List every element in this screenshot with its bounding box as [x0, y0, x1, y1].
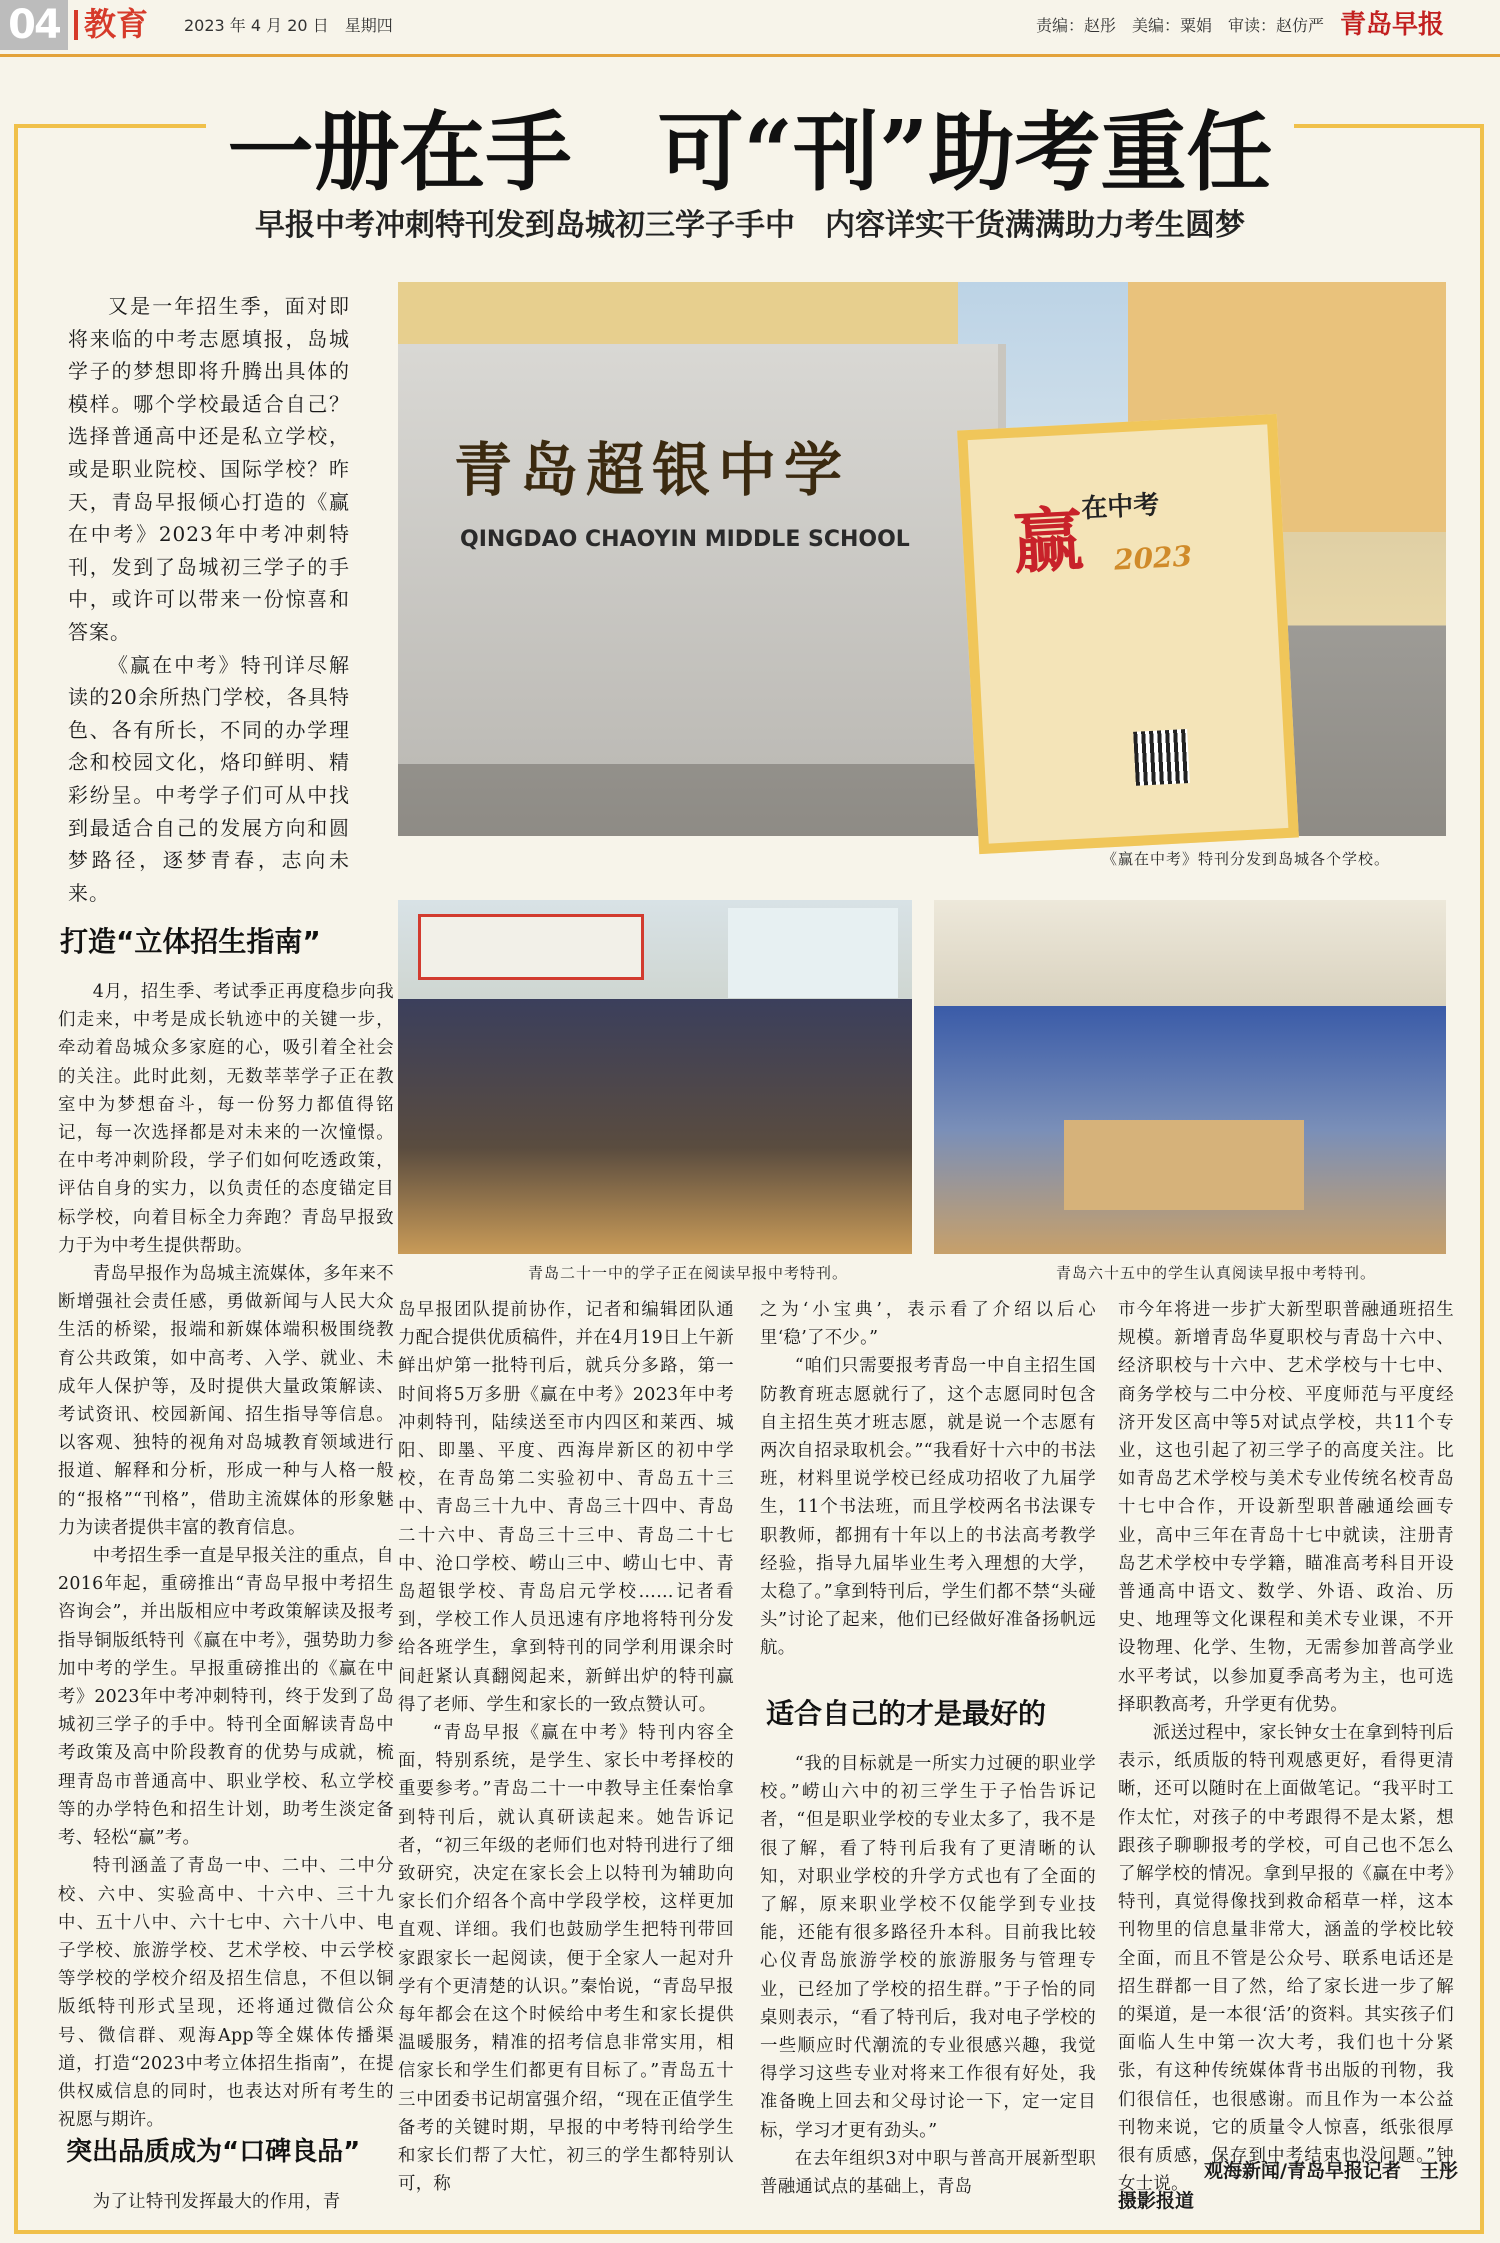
magazine-label: 在中考 — [1080, 490, 1161, 525]
magazine-cover — [957, 414, 1299, 854]
school-sign-wall — [398, 344, 1006, 764]
subheading-guide: 打造“立体招生指南” — [60, 925, 321, 958]
newspaper-brand: 青岛早报 — [1340, 10, 1445, 40]
classroom-photo-65 — [934, 900, 1446, 1254]
column-2 — [398, 1296, 734, 2220]
classroom-photo-21 — [398, 900, 912, 1254]
column-paragraph: 特刊涵盖了青岛一中、二中、二中分校、六中、实验高中、十六中、三十九中、五十八中、六十七中、六十八中、电子学校、旅游学校、艺术学校、中云学校等学校的学校介绍及招生信息，不但以铜版纸特刊形式呈现，还将通过微信公众号、微信群、观海App等全媒体传播渠道，打造“2023中考立体招生指南”，在提供权威信息的同时，也表达对所有考生的祝愿与期许。 — [58, 1856, 394, 2131]
column-1 — [58, 978, 394, 2131]
column-paragraph: 青岛早报作为岛城主流媒体，多年来不断增强社会责任感，勇做新闻与人民大众生活的桥梁，报端和新媒体端积极围绕教育公共政策，如中高考、入学、就业、未成年人保护等，及时提供大量政策解读、考试资讯、校园新闻、招生指导等信息。以客观、独特的视角对岛城教育领域进行报道、解释和分析，形成一种与人格一般的“报格”“刊格”，借助主流媒体的形象魅力为读者提供丰富的教育信息。 — [58, 1264, 394, 1538]
qr-code — [1133, 729, 1190, 786]
subheading-quality: 突出品质成为“口碑良品” — [66, 2137, 361, 2167]
column-3b — [760, 1750, 1096, 2220]
header-rule — [0, 54, 1500, 57]
headline-text: 一册在手 可“刊”助考重任 — [206, 102, 1295, 203]
column-1-tail — [58, 2188, 394, 2218]
column-paragraph: 岛早报团队提前协作，记者和编辑团队通力配合提供优质稿件，并在4月19日上午新鲜出炉第一批特刊后，就兵分多路，第一时间将5万多册《赢在中考》2023年中考冲刺特刊，陆续送至市内四区和莱西、城阳、即墨、平度、西海岸新区的初中学校，在青岛第二实验初中、青岛五十三中、青岛三十九中、青岛三十四中、青岛二十六中、青岛三十三中、青岛二十七中、沧口学校、崂山三中、崂山七中、青岛超银学校、青岛启元学校……记者看到，学校工作人员迅速有序地将特刊分发给各班学生，拿到特刊的同学利用课余时间赶紧认真翻阅起来，新鲜出炉的特刊赢得了老师、学生和家长的一致点赞认可。 — [398, 1300, 734, 1715]
column-paragraph: “青岛早报《赢在中考》特刊内容全面，特别系统，是学生、家长中考择校的重要参考。”青岛二十一中教导主任秦怡拿到特刊后，就认真研读起来。她告诉记者，“初三年级的老师们也对特刊进行了细致研究，决定在家长会上以特刊为辅助向家长们介绍各个高中学段学校，这样更加直观、详细。我们也鼓励学生把特刊带回家跟家长一起阅读，便于全家人一起对升学有个更清楚的认识。”秦怡说，“青岛早报每年都会在这个时候给中考生和家长提供温暖服务，精准的招考信息非常实用，相信家长和学生们都更有目标了。”青岛五十三中团委书记胡富强介绍，“现在正值学生备考的关键时期，早报的中考特刊给学生和家长们帮了大忙，初三的学生都特别认可，称 — [398, 1723, 734, 2195]
column-paragraph: 派送过程中，家长钟女士在拿到特刊后表示，纸质版的特刊观感更好，看得更清晰，还可以随时在上面做笔记。“我平时工作太忙，对孩子的中考跟得不是太紧，想跟孩子聊聊报考的学校，可自己也不怎么了解学校的情况。拿到早报的《赢在中考》特刊，真觉得像找到救命稻草一样，这本刊物里的信息量非常大，涵盖的学校比较全面，而且不管是公众号、联系电话还是招生群都一目了然，给了家长进一步了解的渠道，是一本很‘活’的资料。其实孩子们面临人生中第一次大考，我们也十分紧张，有这种传统媒体背书出版的刊物，我们很信任，也很感谢。而且作为一本公益刊物来说，它的质量令人惊喜，纸张很厚很有质感，保存到中考结束也没问题。”钟女士说。 — [1118, 1723, 1454, 2195]
classroom-board — [418, 914, 644, 980]
right-photo-caption: 青岛六十五中的学生认真阅读早报中考特刊。 — [1056, 1264, 1377, 1282]
column-3 — [760, 1296, 1096, 1678]
column-paragraph: 为了让特刊发挥最大的作用，青 — [92, 2192, 341, 2212]
issue-date: 2023 年 4 月 20 日 星期四 — [184, 16, 393, 35]
magazine-year: 2023 — [1113, 539, 1193, 577]
intro-text — [68, 290, 350, 909]
school-sign-text: 青岛超银中学 — [454, 436, 851, 504]
column-paragraph: “咱们只需要报考青岛一中自主招生国防教育班志愿就行了，这个志愿同时包含自主招生英才班志愿，就是说一个志愿有两次自招录取机会。”“我看好十六中的书法班，材料里说学校已经成功招收了九届学生，11个书法班，而且学校两名书法课专职教师，都拥有十年以上的书法高考教学经验，指导九届毕业生考入理想的大学，太稳了。”拿到特刊后，学生们都不禁“头碰头”讨论了起来，他们已经做好准备扬帆远航。 — [760, 1356, 1096, 1659]
main-photo — [398, 282, 1446, 836]
main-photo-caption: 《赢在中考》特刊分发到岛城各个学校。 — [1102, 850, 1391, 868]
column-paragraph: 市今年将进一步扩大新型职普融通班招生规模。新增青岛华夏职校与青岛十六中、经济职校与十六中、艺术学校与十七中、商务学校与二中分校、平度师范与平度经济开发区高中等5对试点学校，共11个专业，这也引起了初三学子的高度关注。比如青岛艺术学校与美术专业传统名校青岛十七中合作，开设新型职普融通绘画专业，高中三年在青岛十七中就读，注册青岛艺术学校中专学籍，瞄准高考科目开设普通高中语文、数学、外语、政治、历史、地理等文化课程和美术专业课，不开设物理、化学、生物，无需参加普高学业水平考试，以参加夏季高考为主，也可选择职教高考，升学更有优势。 — [1118, 1300, 1454, 1715]
intro-paragraph: 又是一年招生季，面对即将来临的中考志愿填报，岛城学子的梦想即将升腾出具体的模样。哪个学校最适合自己？选择普通高中还是私立学校，或是职业院校、国际学校？昨天，青岛早报倾心打造的《赢在中考》2023年中考冲刺特刊，发到了岛城初三学子的手中，或许可以带来一份惊喜和答案。 — [68, 294, 350, 644]
section-divider — [74, 10, 78, 40]
school-sign-english: QINGDAO CHAOYIN MIDDLE SCHOOL — [460, 527, 910, 552]
magazine-title-char: 赢 — [1010, 497, 1086, 584]
classroom-window — [728, 908, 898, 998]
byline-reporter: 观海新闻/青岛早报记者 王彤 — [1204, 2160, 1458, 2182]
column-paragraph: 之为‘小宝典’，表示看了介绍以后心里‘稳’了不少。” — [760, 1300, 1096, 1349]
column-paragraph: 4月，招生季、考试季正再度稳步向我们走来，中考是成长轨迹中的关键一步，牵动着岛城众多家庭的心，吸引着全社会的关注。此时此刻，无数莘莘学子正在教室中为梦想奋斗，每一份努力都值得铭记，每一次选择都是对未来的一次憧憬。在中考冲刺阶段，学子们如何吃透政策，评估自身的实力，以负责任的态度锚定目标学校，向着目标全力奔跑？青岛早报致力于为中考生提供帮助。 — [58, 982, 394, 1256]
column-paragraph: 中考招生季一直是早报关注的重点，自2016年起，重磅推出“青岛早报中考招生咨询会”，并出版相应中考政策解读及报考指导铜版纸特刊《赢在中考》，强势助力参加中考的学生。早报重磅推出的《赢在中考》2023年中考冲刺特刊，终于发到了岛城初三学子的手中。特刊全面解读青岛中考政策及高中阶段教育的优势与成就，梳理青岛市普通高中、职业学校、私立学校等的办学特色和招生计划，助考生淡定备考、轻松“赢”考。 — [58, 1546, 394, 1849]
headline — [0, 98, 1500, 208]
left-photo-caption: 青岛二十一中的学子正在阅读早报中考特刊。 — [528, 1264, 849, 1282]
page-number: 04 — [0, 0, 68, 50]
classroom-desk — [1064, 1120, 1304, 1210]
subheadline: 早报中考冲刺特刊发到岛城初三学子手中 内容详实干货满满助力考生圆梦 — [255, 208, 1245, 243]
intro-paragraph: 《赢在中考》特刊详尽解读的20余所热门学校，各具特色、各有所长，不同的办学理念和校园文化，烙印鲜明、精彩纷呈。中考学子们可从中找到最适合自己的发展方向和圆梦路径，逐梦青春，志向未来。 — [68, 652, 350, 905]
editors-credit: 责编：赵彤 美编：粟娟 审读：赵仿严 — [1036, 16, 1325, 35]
byline-photo: 摄影报道 — [1118, 2190, 1195, 2212]
subheading-suitable: 适合自己的才是最好的 — [766, 1697, 1047, 1730]
section-name: 教育 — [84, 5, 149, 43]
column-paragraph: “我的目标就是一所实力过硬的职业学校。”崂山六中的初三学生于子怡告诉记者，“但是职业学校的专业太多了，我不是很了解，看了特刊后我有了更清晰的认知，对职业学校的升学方式也有了全面的了解，原来职业学校不仅能学到专业技能，还能有很多路径升本科。目前我比较心仪青岛旅游学校的旅游服务与管理专业，已经加了学校的招生群。”于子怡的同桌则表示，“看了特刊后，我对电子学校的一些顺应时代潮流的专业很感兴趣，我觉得学习这些专业对将来工作很有好处，我准备晚上回去和父母讨论一下，定一定目标，学习才更有劲头。” — [760, 1754, 1096, 2141]
column-paragraph: 在去年组织3对中职与普高开展新型职普融通试点的基础上，青岛 — [760, 2148, 1096, 2198]
